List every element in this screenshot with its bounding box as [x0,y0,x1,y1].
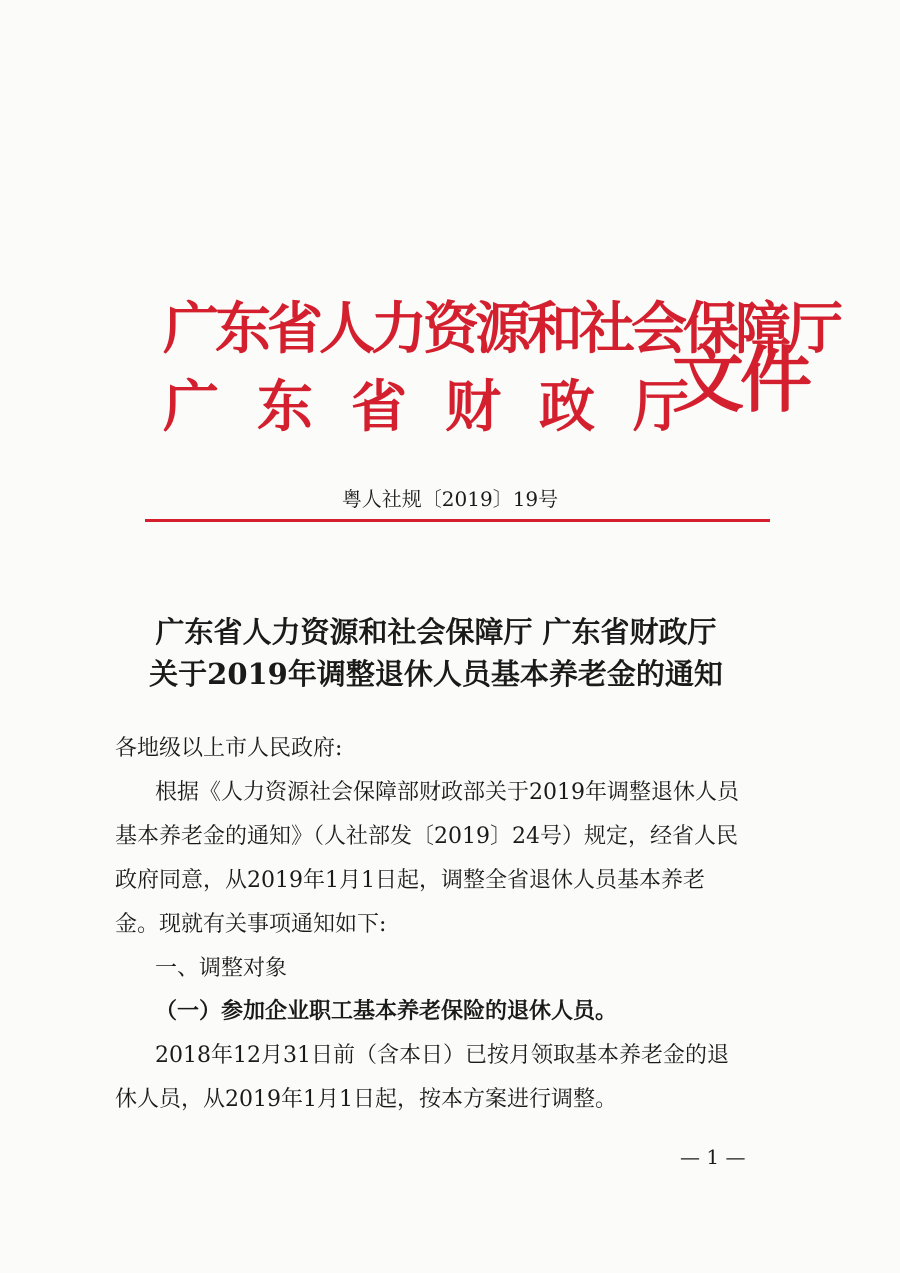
document-number: 粤人社规〔2019〕19号 [341,487,559,511]
salutation: 各地级以上市人民政府: [115,736,343,761]
body-line: 休人员，从2019年1月1日起，按本方案进行调整。 [115,1087,617,1112]
section-heading: 一、调整对象 [155,956,288,981]
issuer-line-2: 广东省财政厅 [163,375,727,440]
subsection-heading: （一）参加企业职工基本养老保险的退休人员。 [155,999,618,1024]
body-line: 基本养老金的通知》（人社部发〔2019〕24号）规定，经省人民 [115,824,738,849]
body-line: 根据《人力资源社会保障部财政部关于2019年调整退休人员 [155,780,739,805]
title-line-1: 广东省人力资源和社会保障厅 广东省财政厅 [155,615,717,649]
red-divider [145,519,770,522]
document-suffix: 文件 [672,338,809,422]
body-line: 2018年12月31日前（含本日）已按月领取基本养老金的退 [155,1043,729,1068]
body-line: 金。现就有关事项通知如下: [115,912,387,937]
title-line-2: 关于2019年调整退休人员基本养老金的通知 [149,657,723,691]
page-number: — 1 — [680,1145,746,1169]
body-line: 政府同意，从2019年1月1日起，调整全省退休人员基本养老 [115,868,705,893]
issuer-line-1: 广东省人力资源和社会保障厅 [163,297,839,362]
